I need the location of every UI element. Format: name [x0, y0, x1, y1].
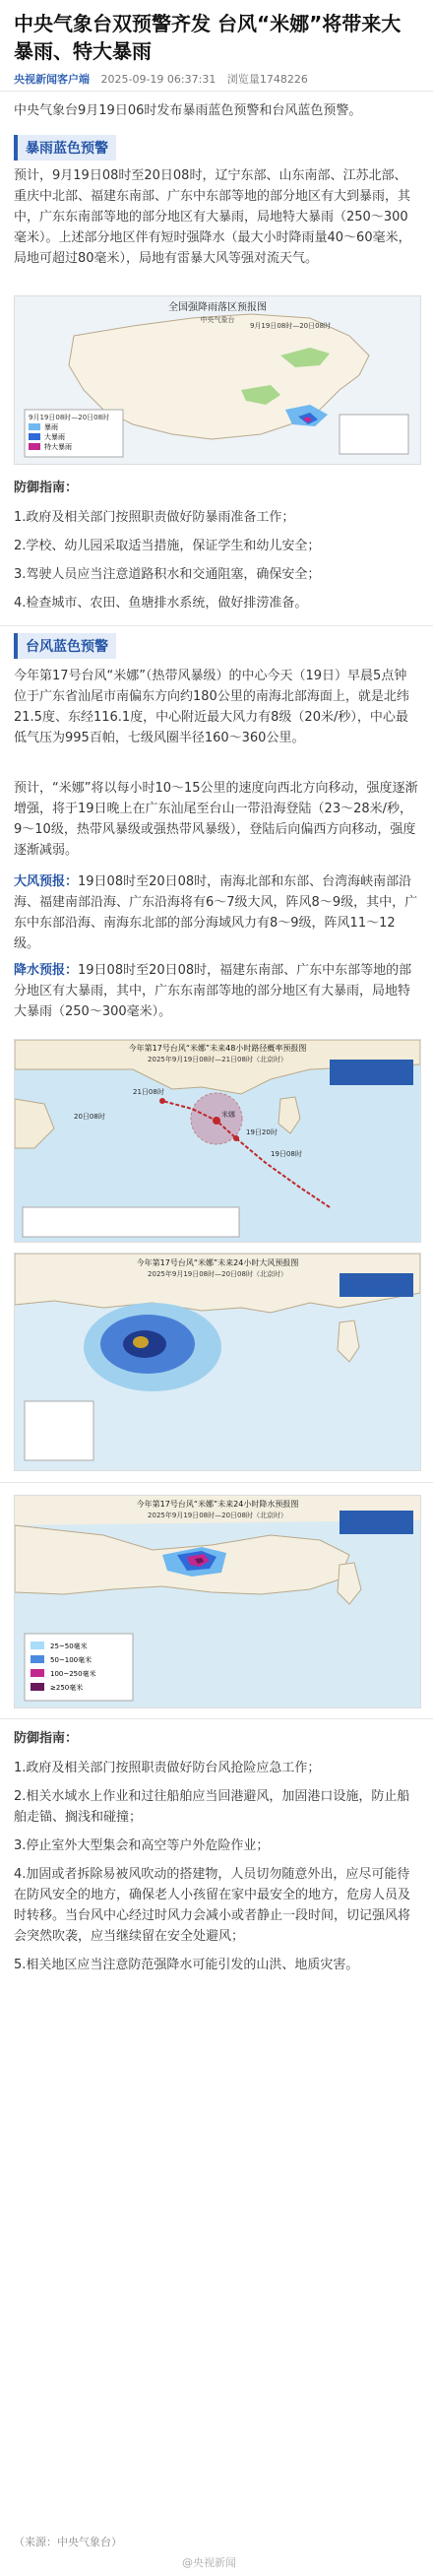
legend-item: 50~100毫米 [50, 1656, 93, 1664]
typhoon-wind-map [14, 1253, 421, 1471]
list-item: 5.相关地区应当注意防范强降水可能引发的山洪、地质灾害。 [14, 1958, 359, 1972]
typhoon-guide-heading: 防御指南： [14, 1731, 79, 1746]
legend-item: 大暴雨 [44, 433, 65, 441]
rain-warning-body: 预计，9月19日08时至20日08时，辽宁东部、山东南部、江苏北部、重庆中北部、福建东南部、广东中东部等地的部分地区有大到暴雨，其中，广东东南部等地的部分地区有大暴雨，局地特大暴雨（250～300毫米）。上述部分地区伴有短时强降水（最大小时降雨量40～60毫米，局地可超过80毫米），局地有雷暴大风等强对流天气。 [14, 168, 411, 266]
article-title: 中央气象台双预警齐发 台风“米娜”将带来大暴雨、特大暴雨 [14, 12, 402, 63]
legend-item: 25~50毫米 [50, 1642, 88, 1650]
track-label: 21日08时 [133, 1088, 164, 1096]
track-label: 20日08时 [74, 1113, 105, 1121]
typhoon-rain-map [14, 1495, 421, 1708]
rain-map-title: 全国强降雨落区预报图 [168, 302, 267, 313]
typhoon-guide-list [14, 1758, 419, 1983]
rain-forecast [14, 960, 419, 1022]
list-item: 3.停止室外大型集会和高空等户外危险作业； [14, 1838, 270, 1853]
wind-map-subtitle: 2025年9月19日08时—20日08时（北京时） [148, 1270, 287, 1278]
track-label: 19日20时 [246, 1128, 278, 1136]
legend-item: 100~250毫米 [50, 1670, 96, 1678]
source-label[interactable]: 央视新闻客户端 [14, 73, 90, 86]
rain-map-title-2: 今年第17号台风“米娜”未来24小时降水预报图 [136, 1500, 299, 1509]
typhoon-name-label: 米娜 [221, 1111, 235, 1119]
rain-warning-heading: 暴雨蓝色预警 [14, 135, 116, 161]
legend-title: 9月19日08时—20日08时 [29, 414, 110, 421]
source-footer: （来源：中央气象台） [14, 2536, 122, 2548]
typhoon-paragraph-1: 今年第17号台风“米娜”（热带风暴级）的中心今天（19日）早晨5点钟位于广东省汕尾市南偏东方向约180公里的南海北部海面上，就是北纬21.5度、东经116.1度，中心附近最大风力有8级（20米/秒），中心最低气压为995百帕，七级风圈半径160～360公里。 [14, 669, 409, 745]
list-item: 1.政府及相关部门按照职责做好防台风抢险应急工作； [14, 1761, 321, 1775]
rain-guide-list [14, 507, 419, 621]
track-map-subtitle: 2025年9月19日08时—21日08时（北京时） [148, 1056, 287, 1063]
divider [0, 625, 433, 626]
divider [0, 1482, 433, 1483]
list-item: 2.学校、幼儿园采取适当措施，保证学生和幼儿安全； [14, 539, 321, 553]
typhoon-warning-heading: 台风蓝色预警 [14, 633, 116, 659]
wind-label: 大风预报： [14, 874, 79, 889]
typhoon-paragraph-2: 预计，“米娜”将以每小时10～15公里的速度向西北方向移动，强度逐渐增强，将于19日晚上在广东汕尾至台山一带沿海登陆（23～28米/秒，9～10级，热带风暴级或强热带风暴级），登陆后向偏西方向移动，强度逐渐减弱。 [14, 781, 418, 858]
list-item: 1.政府及相关部门按照职责做好防暴雨准备工作； [14, 510, 295, 525]
wind-forecast [14, 871, 419, 954]
rain-guide-heading: 防御指南： [14, 481, 79, 495]
track-map-title: 今年第17号台风“米娜”未来48小时路径概率预报图 [128, 1044, 307, 1053]
wind-text: 19日08时至20日08时，南海北部和东部、台湾海峡南部沿海、福建南部沿海、广东沿海将有6～7级大风，阵风8～9级，其中，广东中东部沿海、南海东北部的部分海域风力有8～9级，阵风11～12级。 [14, 874, 418, 951]
watermark: @央视新闻 [182, 2556, 236, 2569]
list-item: 4.加固或者拆除易被风吹动的搭建物，人员切勿随意外出，应尽可能待在防风安全的地方，确保老人小孩留在家中最安全的地方，危房人员及时转移。当台风中心经过时风力会减小或者静止一段时间，切记强风将会突然吹袭，应当继续留在安全处避风； [14, 1867, 411, 1944]
rain-text: 19日08时至20日08时，福建东南部、广东中东部等地的部分地区有大暴雨，其中，广东东南部等地的部分地区有大暴雨，局地特大暴雨（250～300毫米）。 [14, 963, 412, 1019]
list-item: 2.相关水域水上作业和过往船舶应当回港避风，加固港口设施，防止船舶走锚、搁浅和碰撞； [14, 1789, 410, 1825]
list-item: 4.检查城市、农田、鱼塘排水系统，做好排涝准备。 [14, 596, 308, 611]
wind-map-title: 今年第17号台风“米娜”未来24小时大风预报图 [136, 1258, 299, 1267]
article-meta [14, 71, 308, 87]
rain-label: 降水预报： [14, 963, 79, 978]
rain-map-legend [25, 410, 123, 457]
typhoon-track-map [14, 1039, 421, 1243]
legend-item: 特大暴雨 [44, 443, 72, 451]
rain-map-subtitle-2: 2025年9月19日08时—20日08时（北京时） [148, 1512, 287, 1519]
legend-item: 暴雨 [44, 423, 58, 431]
rain-forecast-map [14, 295, 421, 465]
view-count: 浏览量1748226 [226, 73, 308, 86]
list-item: 3.驾驶人员应当注意道路积水和交通阻塞，确保安全； [14, 567, 321, 582]
divider [0, 1718, 433, 1719]
track-label: 19日08时 [271, 1150, 302, 1158]
rain-map-subtitle: 9月19日08时—20日08时 [249, 322, 332, 330]
publish-time: 2025-09-19 06:37:31 [100, 73, 216, 86]
divider [0, 91, 433, 92]
rain-map-org: 中央气象台 [200, 316, 235, 324]
legend-item: ≥250毫米 [50, 1684, 84, 1692]
intro-paragraph: 中央气象台9月19日06时发布暴雨蓝色预警和台风蓝色预警。 [14, 103, 362, 118]
